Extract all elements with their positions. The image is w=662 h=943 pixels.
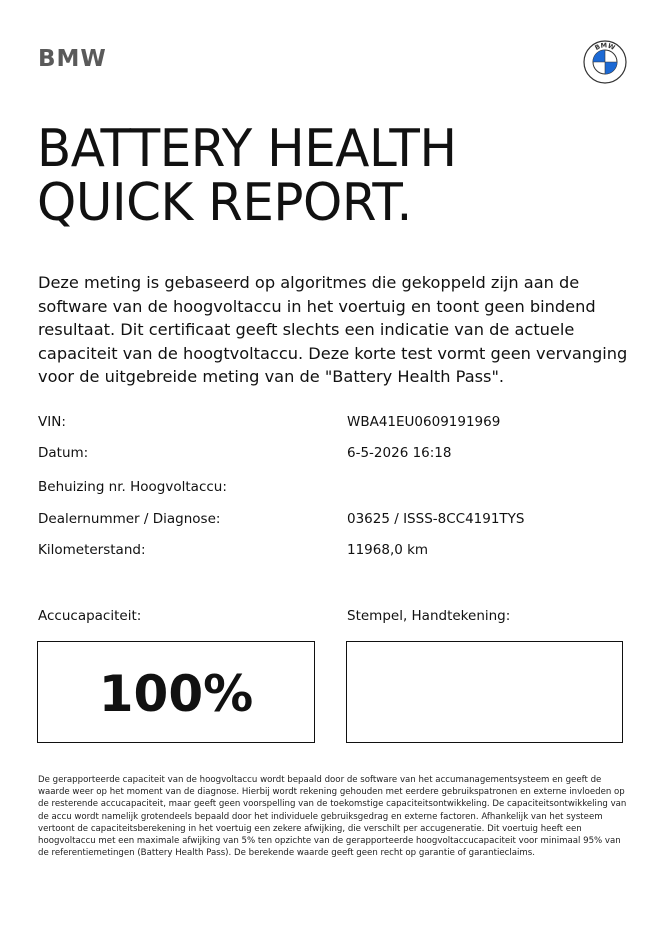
disclaimer-text: De gerapporteerde capaciteit van de hoogvoltaccu wordt bepaald door de software van het accumanagementsysteem en geeft de waarde weer op het moment van de diagnose. Hierbij wordt rekening gehouden met eerdere gebruikspatronen en externe invloeden op de resterende accucapaciteit, maar geeft geen voorspelling van de toekomstige capaciteitsontwikkeling. De capaciteitsontwikkeling van de accu wordt namelijk grotendeels bepaald door het individuele gebruiksgedrag en externe factoren. Afhankelijk van het systeem vertoont de capaciteitsberekening in het voertuig een zekere afwijking, die verschilt per accugeneratie. Dit voertuig heeft een hoogvoltaccu met een maximale afwijking van 5% ten opzichte van de gerapporteerde hoogvoltaccucapaciteit voor minimaal 95% van de referentiemetingen (Battery Health Pass). De berekende waarde geeft geen recht op garantie of garantieclaims. (38, 775, 627, 859)
field-value-date: 6-5-2026 16:18 (347, 445, 452, 461)
roundel-text: BMW (593, 41, 617, 52)
stamp-signature-box (346, 641, 623, 743)
field-label-battery-housing: Behuizing nr. Hoogvoltaccu: (38, 479, 227, 495)
bmw-roundel-icon (583, 40, 627, 84)
field-value-mileage: 11968,0 km (347, 542, 429, 558)
field-label-date: Datum: (38, 445, 89, 461)
field-value-dealer-diagnosis: 03625 / ISSS-8CC4191TYS (347, 511, 525, 527)
intro-paragraph: Deze meting is gebaseerd op algoritmes die gekoppeld zijn aan de software van de hoogvoltaccu in het voertuig en toont geen bindend resultaat. Dit certificaat geeft slechts een indicatie van de actuele capaciteit van de hoogtvoltaccu. Deze korte test vormt geen vervanging voor de uitgebreide meting van de "Battery Health Pass". (38, 273, 628, 387)
field-value-vin: WBA41EU0609191969 (347, 414, 501, 430)
field-label-vin: VIN: (38, 414, 66, 430)
stamp-label: Stempel, Handtekening: (347, 608, 511, 624)
capacity-label: Accucapaciteit: (38, 608, 142, 624)
field-label-dealer-diagnosis: Dealernummer / Diagnose: (38, 511, 221, 527)
capacity-value: 100% (98, 665, 254, 723)
brand-wordmark: BMW (38, 46, 107, 72)
field-label-mileage: Kilometerstand: (38, 542, 146, 558)
title-line-1: BATTERY HEALTH (37, 119, 457, 179)
title-line-2: QUICK REPORT. (37, 173, 412, 233)
capacity-box (37, 641, 315, 743)
page-title (37, 119, 457, 233)
